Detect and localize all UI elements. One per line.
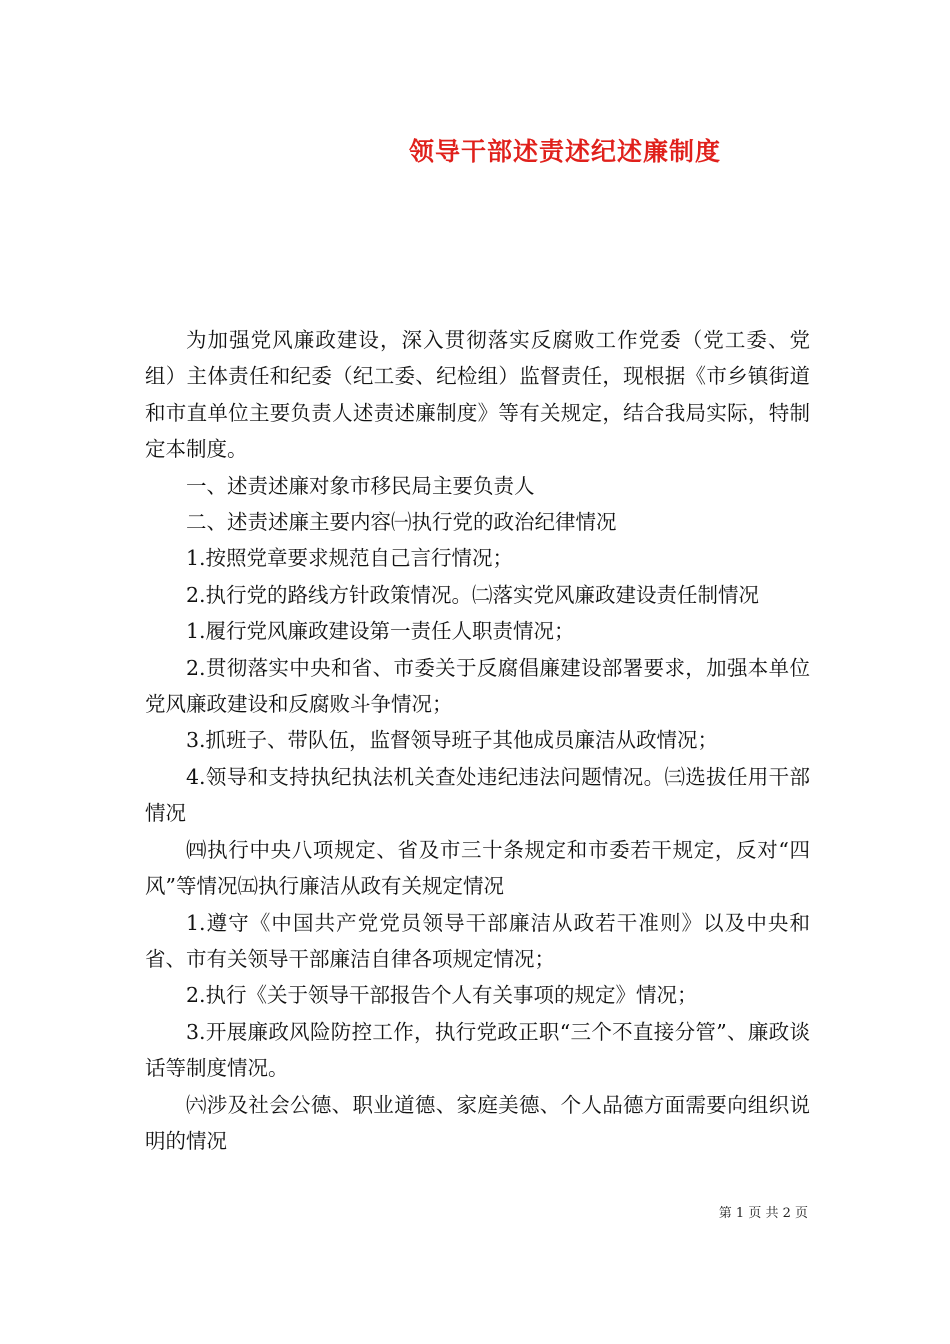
paragraph: 1.履行党风廉政建设第一责任人职责情况； <box>186 619 575 644</box>
paragraph: ㈣执行中央八项规定、省及市三十条规定和市委若干规定，反对“四风”等情况㈤执行廉洁从政有关规定情况 <box>145 837 810 899</box>
paragraph: 2.执行党的路线方针政策情况。㈡落实党风廉政建设责任制情况 <box>186 582 760 607</box>
paragraph: ㈥涉及社会公德、职业道德、家庭美德、个人品德方面需要向组织说明的情况 <box>145 1092 810 1153</box>
paragraph: 1.遵守《中国共产党党员领导干部廉洁从政若干准则》以及中央和省、市有关领导干部廉洁自律各项规定情况； <box>145 910 810 971</box>
paragraph: 2.贯彻落实中央和省、市委关于反腐倡廉建设部署要求，加强本单位党风廉政建设和反腐败斗争情况； <box>145 655 810 717</box>
paragraph: 为加强党风廉政建设，深入贯彻落实反腐败工作党委（党工委、党组）主体责任和纪委（纪工委、纪检组）监督责任，现根据《市乡镇街道和市直单位主要负责人述责述廉制度》等有关规定，结合我局实际，特制定本制度。 <box>145 328 810 462</box>
paragraph: 1.按照党章要求规范自己言行情况； <box>186 546 514 571</box>
paragraph: 2.执行《关于领导干部报告个人有关事项的规定》情况； <box>186 983 698 1008</box>
paragraph: 3.抓班子、带队伍，监督领导班子其他成员廉洁从政情况； <box>186 728 719 753</box>
paragraph: 4.领导和支持执纪执法机关查处违纪违法问题情况。㈢选拔任用干部情况 <box>145 764 810 826</box>
paragraph: 3.开展廉政风险防控工作，执行党政正职“三个不直接分管”、廉政谈话等制度情况。 <box>145 1019 810 1081</box>
document-title: 领导干部述责述纪述廉制度 <box>408 137 721 166</box>
paragraph: 二、述责述廉主要内容㈠执行党的政治纪律情况 <box>186 510 617 535</box>
page-number: 第 1 页 共 2 页 <box>718 1206 808 1221</box>
document-body <box>145 322 810 1159</box>
paragraph: 一、述责述廉对象市移民局主要负责人 <box>186 473 535 498</box>
